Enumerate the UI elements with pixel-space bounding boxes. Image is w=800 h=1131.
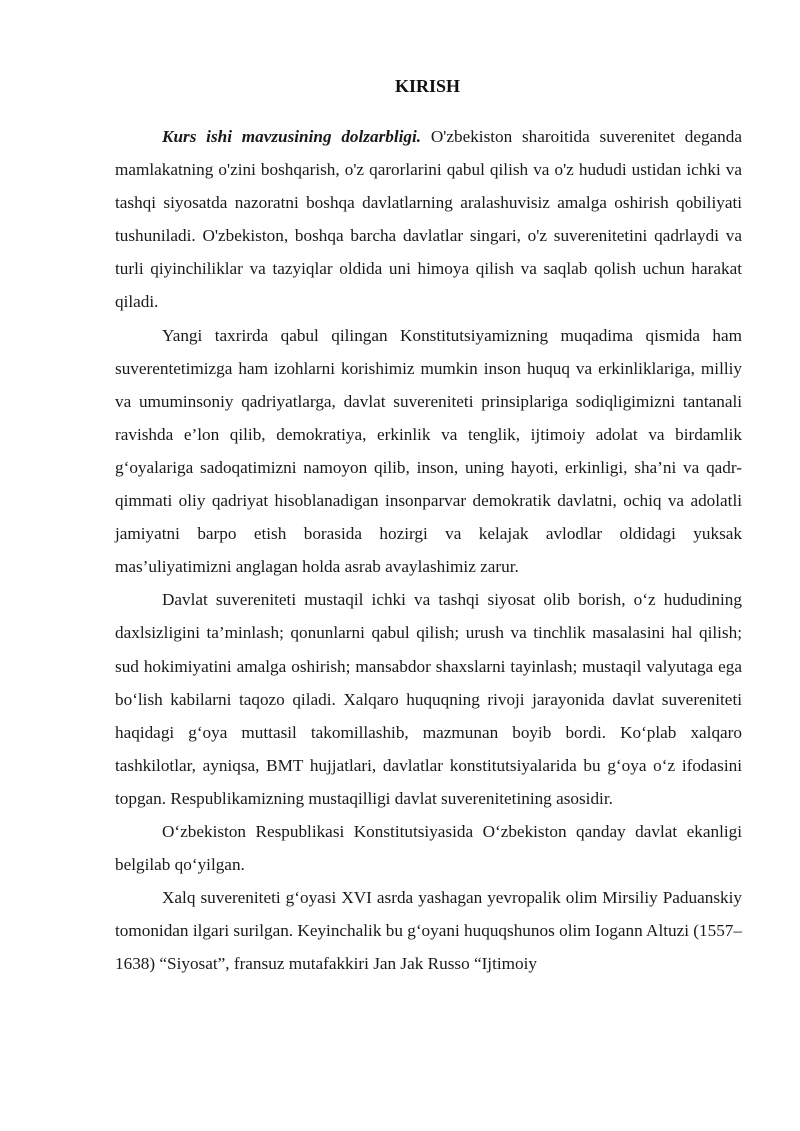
paragraph-popular-sovereignty: Xalq suvereniteti g‘oyasi XVI asrda yashagan yevropalik olim Mirsiliy Paduanskiy tomonidan ilgari surilgan. Keyinchalik bu g‘oyani huquqshunos olim Iogann Altuzi (1557–1638) “Siyosat”, fransuz mutafakkiri Jan Jak Russo “Ijtimoiy xyxy=(115,888,742,974)
body-text xyxy=(115,120,742,980)
paragraph-relevance xyxy=(115,120,742,319)
page-title: KIRISH xyxy=(394,76,461,96)
paragraph-uzbekistan-constitution: O‘zbekiston Respublikasi Konstitutsiyasida O‘zbekiston qanday davlat ekanligi belgilab qo‘yilgan. xyxy=(115,821,742,875)
paragraph-constitution-preamble: Yangi taxrirda qabul qilingan Konstitutsiyamizning muqadima qismida ham suverentetimizga ham izohlarni korishimiz mumkin inson huquq va erkinliklariga, milliy va umuminsoniy qadriyatlarga, davlat suvereniteti prinsiplariga sodiqligimizni tantanali ravishda e’lon qilib, demokratiya, erkinlik va tenglik, ijtimoiy adolat va birdamlik g‘oyalariga sadoqatimizni namoyon qilib, inson, uning hayoti, erkinligi, sha’ni va qadr-qimmati oliy qadriyat hisoblanadigan insonparvar demokratik davlatni, ochiq va adolatli jamiyatni barpo etish borasida hozirgi va kelajak avlodlar oldidagi yuksak mas’uliyatimizni anglagan holda asrab avaylashimiz zarur. xyxy=(115,325,742,577)
paragraph-state-sovereignty: Davlat suvereniteti mustaqil ichki va tashqi siyosat olib borish, o‘z hududining daxlsizligini ta’minlash; qonunlarni qabul qilish; urush va tinchlik masalasini hal qilish; sud hokimiyatini amalga oshirish; mansabdor shaxslarni tayinlash; mustaqil valyutaga ega bo‘lish kabilarni taqozo qiladi. Xalqaro huquqning rivoji jarayonida davlat suvereniteti haqidagi g‘oya muttasil takomillashib, mazmunan boyib bordi. Ko‘plab xalqaro tashkilotlar, ayniqsa, BMT hujjatlari, davlatlar konstitutsiyalarida bu g‘oya o‘z ifodasini topgan. Respublikamizning mustaqilligi davlat suverenitetining asosidir. xyxy=(115,590,742,808)
paragraph-text: O'zbekiston sharoitida suverenitet deganda mamlakatning o'zini boshqarish, o'z qarorlarini qabul qilish va o'z hududi ustidan ichki va tashqi siyosatda nazoratni boshqa davlatlarning aralashuvisiz amalga oshirish qobiliyati tushuniladi. O'zbekiston, boshqa barcha davlatlar singari, o'z suverenitetini qadrlaydi va turli qiyinchiliklar va tazyiqlar oldida uni himoya qilish va saqlab qolish uchun harakat qiladi. xyxy=(115,127,742,312)
paragraph-lead: Kurs ishi mavzusining dolzarbligi. xyxy=(162,127,422,146)
